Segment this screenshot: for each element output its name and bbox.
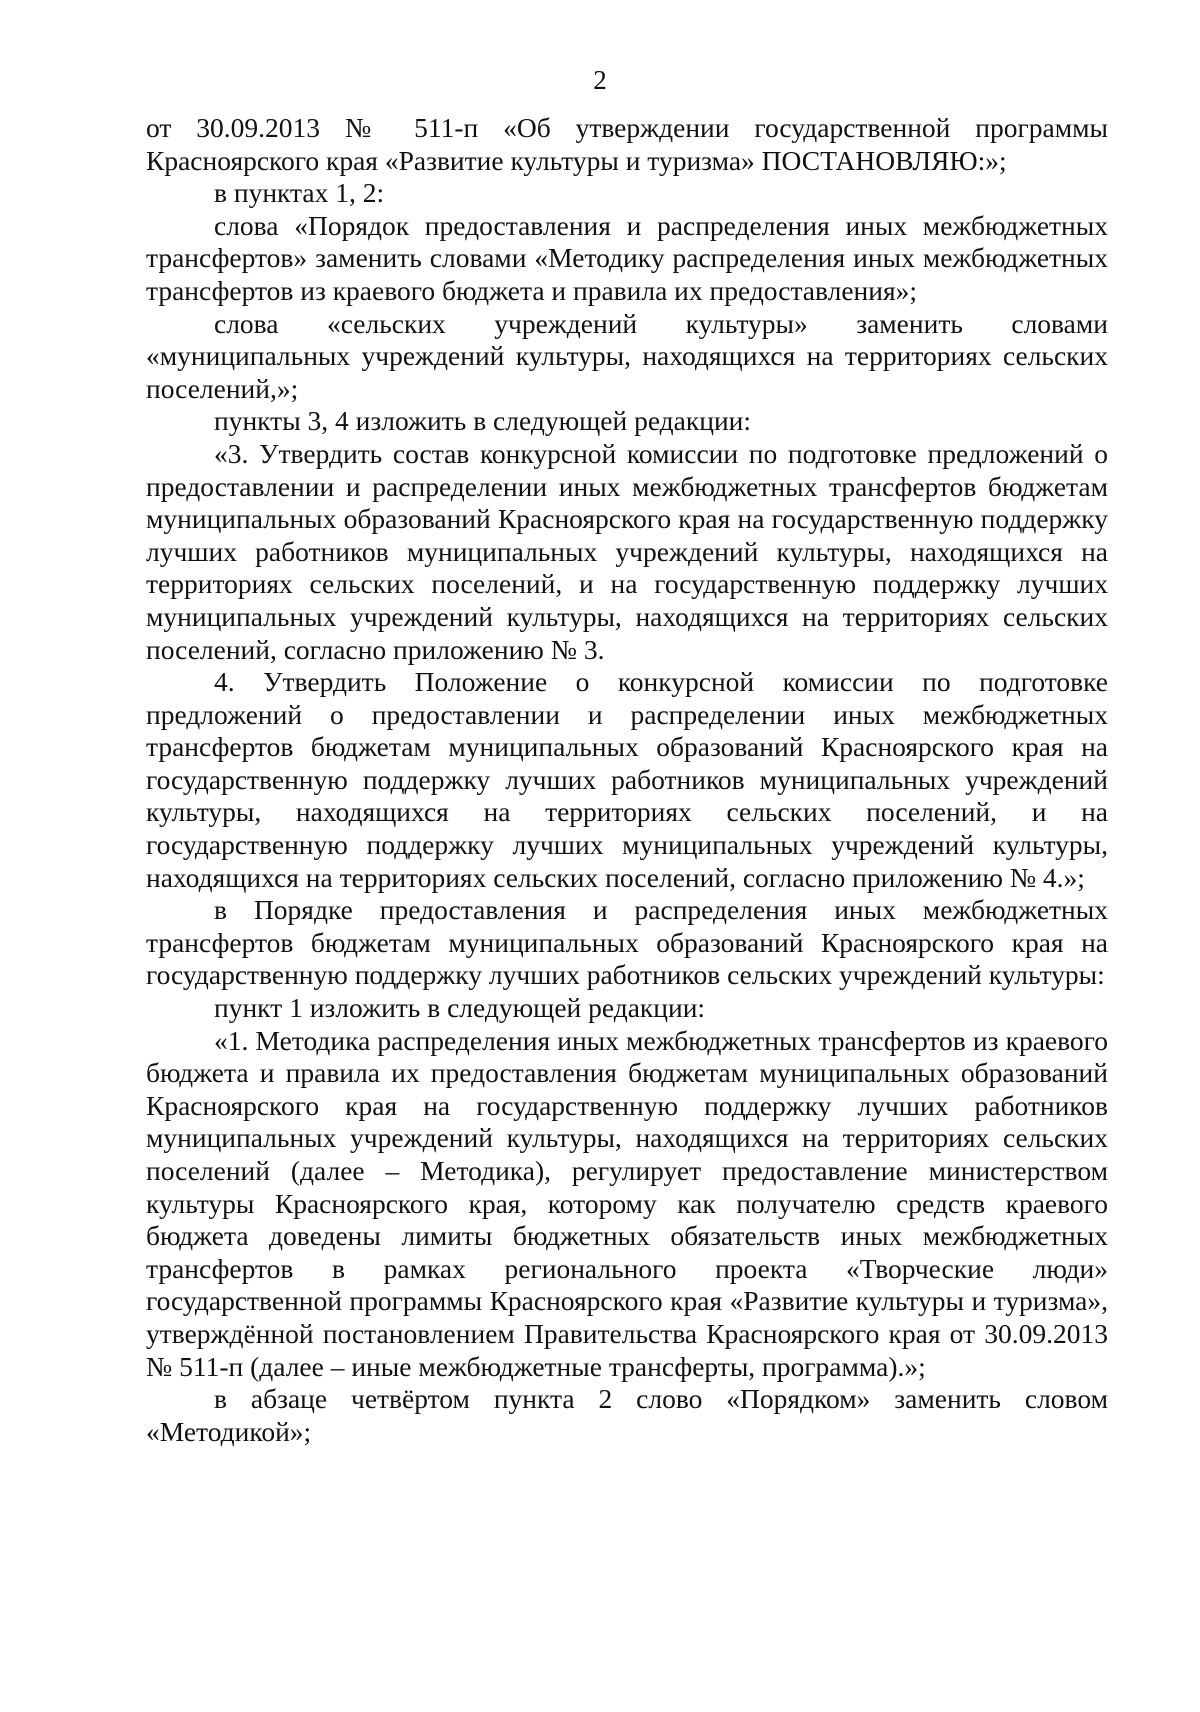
paragraph-abzac-four: в абзаце четвёртом пункта 2 слово «Порядком» заменить словом «Методикой»; bbox=[146, 1383, 1108, 1447]
paragraph-methodology: «1. Методика распределения иных межбюджетных трансфертов из краевого бюджета и правила их предоставления бюджетам муниципальных образований Красноярского края на государственную поддержку лучших работников муниципальных учреждений культуры, находящихся на территориях сельских поселений (далее – Методика), регулирует предоставление министерством культуры Красноярского края, которому как получателю средств краевого бюджета доведены лимиты бюджетных обязательств иных межбюджетных трансфертов в рамках регионального проекта «Творческие люди» государственной программы Красноярского края «Развитие культуры и туризма», утверждённой постановлением Правительства Красноярского края от 30.09.2013 № 511-п (далее – иные межбюджетные трансферты, программа).»; bbox=[146, 1024, 1108, 1382]
paragraph-words-rural-institutions: слова «сельских учреждений культуры» заменить словами «муниципальных учреждений культуры, находящихся на территориях сельских поселений,»; bbox=[146, 307, 1108, 404]
paragraph-resolution-reference: от 30.09.2013 № 511-п «Об утверждении государственной программы Красноярского края «Развитие культуры и туризма» ПОСТАНОВЛЯЮ:»; bbox=[146, 112, 1108, 176]
paragraph-procedure-amendment: в Порядке предоставления и распределения иных межбюджетных трансфертов бюджетам муниципальных образований Красноярского края на государственную поддержку лучших работников сельских учреждений культуры: bbox=[146, 894, 1108, 991]
paragraph-point-1: пункт 1 изложить в следующей редакции: bbox=[214, 992, 706, 1024]
paragraph-item-4: 4. Утвердить Положение о конкурсной комиссии по подготовке предложений о предоставлении и распределении иных межбюджетных трансфертов бюджетам муниципальных образований Красноярского края на государственную поддержку лучших работников муниципальных учреждений культуры, находящихся на территориях сельских поселений, и на государственную поддержку лучших муниципальных учреждений культуры, находящихся на территориях сельских поселений, согласно приложению № 4.»; bbox=[146, 666, 1108, 893]
document-body bbox=[146, 112, 1108, 1448]
paragraph-points-1-2: в пунктах 1, 2: bbox=[214, 177, 385, 209]
page-number: 2 bbox=[593, 65, 607, 95]
paragraph-words-procedure: слова «Порядок предоставления и распределения иных межбюджетных трансфертов» заменить словами «Методику распределения иных межбюджетных трансфертов из краевого бюджета и правила их предоставления»; bbox=[146, 209, 1108, 306]
paragraph-item-3: «3. Утвердить состав конкурсной комиссии по подготовке предложений о предоставлении и распределении иных межбюджетных трансфертов бюджетам муниципальных образований Красноярского края на государственную поддержку лучших работников муниципальных учреждений культуры, находящихся на территориях сельских поселений, и на государственную поддержку лучших муниципальных учреждений культуры, находящихся на территориях сельских поселений, согласно приложению № 3. bbox=[146, 437, 1108, 665]
paragraph-points-3-4: пункты 3, 4 изложить в следующей редакции: bbox=[214, 405, 752, 437]
